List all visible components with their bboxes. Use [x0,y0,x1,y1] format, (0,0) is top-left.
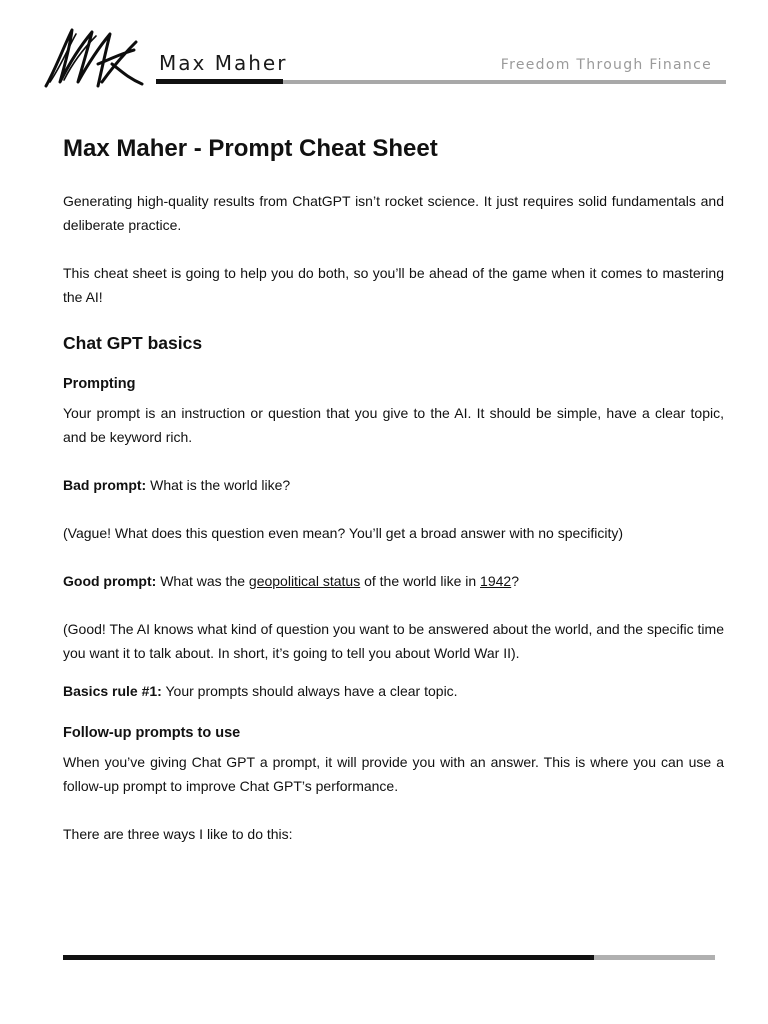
good-prompt-line [63,569,724,593]
good-prompt-pre: What was the [156,573,249,589]
good-prompt-keyword-topic: geopolitical status [248,573,361,589]
section-heading-basics: Chat GPT basics [63,333,203,353]
basics-rule-1 [63,679,724,703]
signature-logo [42,24,150,90]
bad-prompt-text: What is the world like? [146,477,291,493]
brand-tagline: Freedom Through Finance [500,57,712,73]
page-title: Max Maher - Prompt Cheat Sheet [63,135,438,162]
three-ways-line: There are three ways I like to do this: [63,826,293,842]
footer-rule-accent [63,955,594,960]
basics-rule-text: Your prompts should always have a clear topic. [161,683,458,699]
intro-paragraph-1: Generating high-quality results from ChatGPT isn’t rocket science. It just requires solid fundamentals and deliberate practice. [63,193,724,233]
good-prompt-keyword-year: 1942 [480,573,512,589]
good-prompt-end: ? [511,573,519,589]
good-prompt-note: (Good! The AI knows what kind of question you want to be answered about the world, and the specific time you want it to talk about. In short, it’s going to tell you about World War II). [63,621,724,661]
header-rule-accent [156,79,283,84]
document-body [63,132,724,870]
bad-prompt-note: (Vague! What does this question even mean? You’ll get a broad answer with no specificity) [63,525,624,541]
good-prompt-label: Good prompt: [63,573,157,589]
page-header [40,22,728,92]
subheading-prompting: Prompting [63,376,136,392]
subheading-followup: Follow-up prompts to use [63,725,241,741]
followup-paragraph: When you’ve giving Chat GPT a prompt, it will provide you with an answer. This is where you can use a follow-up prompt to improve Chat GPT’s performance. [63,754,724,794]
intro-paragraph-2: This cheat sheet is going to help you do both, so you’ll be ahead of the game when it comes to mastering the AI! [63,265,724,305]
brand-name: Max Maher [159,51,288,75]
bad-prompt-label: Bad prompt: [63,477,147,493]
good-prompt-mid: of the world like in [360,573,481,589]
prompting-paragraph: Your prompt is an instruction or question that you give to the AI. It should be simple, have a clear topic, and be keyword rich. [63,405,724,445]
bad-prompt-line [63,473,724,497]
basics-rule-label: Basics rule #1: [63,683,162,699]
